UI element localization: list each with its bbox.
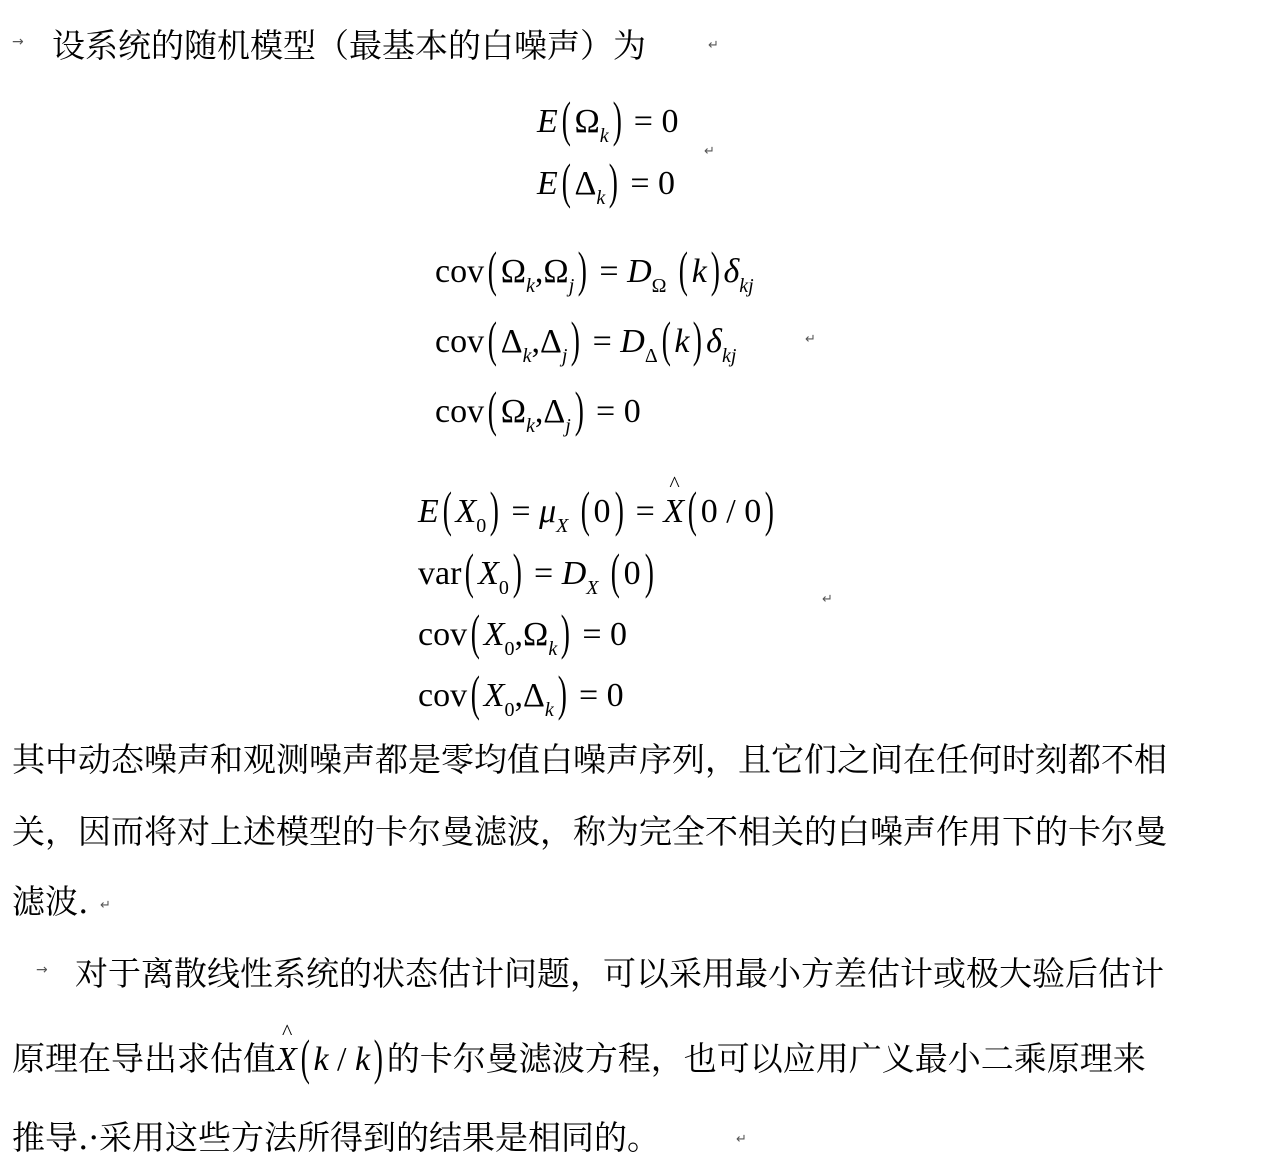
inline-formula: ^ X( k / k) [276,1041,387,1078]
paragraph-2-line-2 [12,1028,1146,1085]
equation-cov-omega-delta: cov( $\Omega_k,\Delta_j) = 0$ [435,381,641,437]
equation-cov-delta: cov( $\Delta_k,\Delta_j) = D_\Delta$( k) $\delta_{kj}$ [435,311,737,367]
return-mark: ↵ [736,1132,747,1147]
return-mark: ↵ [704,144,715,159]
return-mark: ↵ [708,38,719,53]
paragraph-1-line-3: 滤波. [12,882,89,921]
equation-init-cov-omega: cov( $X_0,\Omega_k) = 0$ [418,604,628,660]
paragraph-2-line-2-before: 原理在导出求估值 [12,1039,276,1078]
equation-init-cov-delta: cov( $X_0,\Delta_k) = 0$ [418,665,624,721]
tab-mark: → [36,962,48,978]
equation-cov-omega: cov( $\Omega_k,\Omega_j) = D_\Omega$ ( k) $\delta_{kj}$ [435,241,754,297]
return-mark: ↵ [822,592,833,607]
return-mark: ↵ [805,332,816,347]
paragraph-2-line-2-after: 的卡尔曼滤波方程，也可以应用广义最小二乘原理来 [386,1039,1146,1078]
tab-mark: → [12,34,24,50]
equation-init-mean: E( $X_0) = \mu_X$ ( 0) = ^ X( 0 / 0) [418,480,778,531]
equation-init-var: var( $X_0) = D_X$ ( 0) [418,543,654,599]
return-mark: ↵ [100,898,111,913]
paragraph-1-line-2: 关，因而将对上述模型的卡尔曼滤波，称为完全不相关的白噪声作用下的卡尔曼 [12,812,1167,851]
paragraph-2-line-3: 推导.·采用这些方法所得到的结果是相同的。 [12,1118,660,1157]
intro-text: 设系统的随机模型（最基本的白噪声）为 [52,26,646,65]
paragraph-2-line-1: 对于离散线性系统的状态估计问题，可以采用最小方差估计或极大验后估计 [75,954,1164,993]
equation-mean-delta: E( $\Delta_k) = 0$ [537,153,676,209]
paragraph-1-line-1: 其中动态噪声和观测噪声都是零均值白噪声序列，且它们之间在任何时刻都不相 [12,740,1167,779]
equation-mean-omega: E( $\Omega_k) = 0$ [537,91,679,147]
